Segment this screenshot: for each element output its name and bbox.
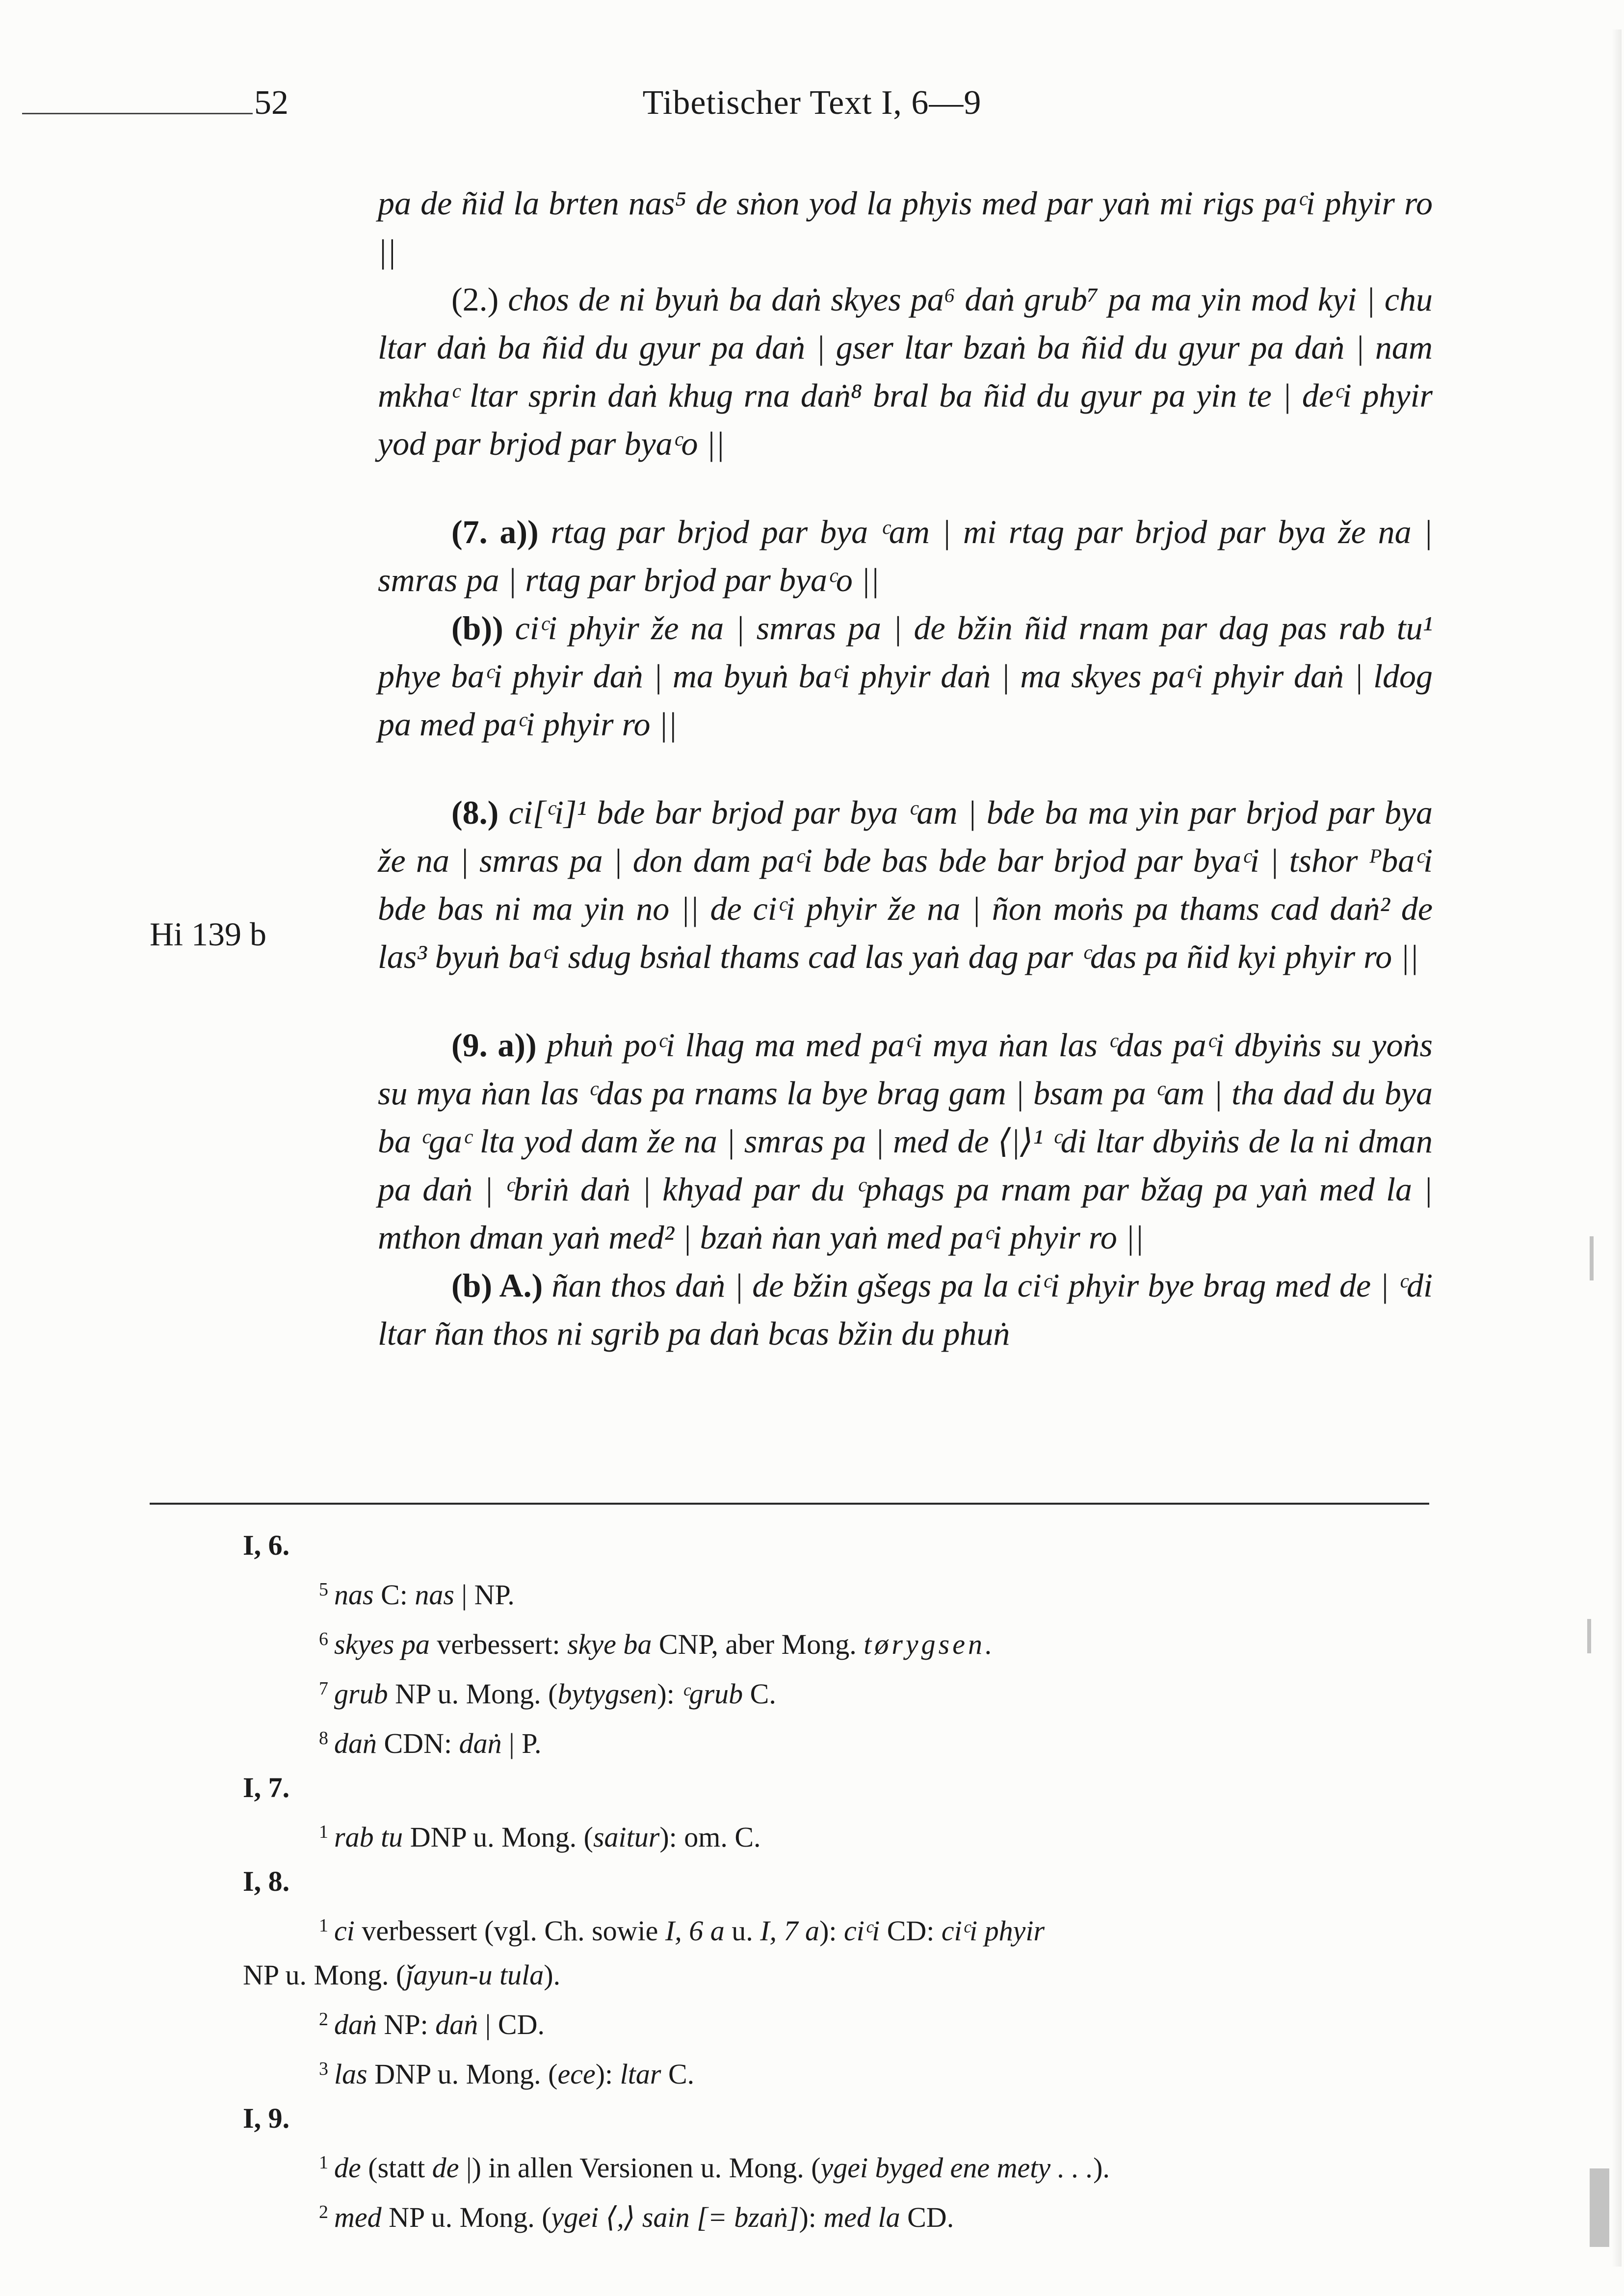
page-number: 52 xyxy=(254,84,288,122)
footnote: $^2$ daṅ NP: daṅ | CD. xyxy=(319,2009,545,2040)
running-header: Tibetischer Text I, 6—9 xyxy=(642,84,982,122)
section-number: (7. a)) xyxy=(451,513,539,550)
footnote: $^6$ skyes pa verbessert: skye ba CNP, aber Mong. tørygsen. xyxy=(319,1628,995,1660)
paragraph-9b xyxy=(378,1261,1433,1357)
paragraph-9a xyxy=(378,1021,1433,1261)
paragraph-text: phuṅ poᶜi lhag ma med paᶜi mya ṅan las ᶜdas paᶜi dbyiṅs su yoṅs su mya ṅan las ᶜdas pa rnams la bye brag gam | bsam pa ᶜam | tha dad du bya ba ᶜgaᶜ lta yod dam že na | smras pa | med de ⟨|⟩¹ ᶜdi ltar dbyiṅs de la ni dman pa daṅ | ᶜbriṅ daṅ | khyad par du ᶜphags pa rnam par bžag pa yaṅ med la | mthon dman yaṅ med² | bzaṅ ṅan yaṅ med paᶜi phyir ro || xyxy=(378,1026,1433,1256)
footnote: $^1$ de (statt de |) in allen Versionen u. Mong. (ygei byged ene mety . . .). xyxy=(319,2152,1110,2184)
footnote-group-heading: I, 9. xyxy=(243,2102,290,2134)
footnotes xyxy=(243,1523,1433,2240)
paragraph-7b xyxy=(378,604,1433,748)
section-number: (b) A.) xyxy=(451,1267,543,1304)
footnote-group-heading: I, 8. xyxy=(243,1865,290,1897)
paragraph-text: ciᶜi phyir že na | smras pa | de bžin ñid rnam par dag pas rab tu¹ phye baᶜi phyir daṅ | ma byuṅ baᶜi phyir daṅ | ma skyes paᶜi phyir daṅ | ldog pa med paᶜi phyir ro || xyxy=(378,609,1433,743)
section-number: (b)) xyxy=(451,609,503,647)
paragraph-text: ci[ᶜi]¹ bde bar brjod par bya ᶜam | bde ba ma yin par brjod par bya že na | smras pa | don dam paᶜi bde bas bde bar brjod par byaᶜi | tshor ᴾbaᶜi bde bas ni ma yin no || de ciᶜi phyir že na | ñon moṅs pa thams cad daṅ² de las³ byuṅ baᶜi sdug bsṅal thams cad las yaṅ dag par ᶜdas pa ñid kyi phyir ro || xyxy=(378,794,1433,975)
footnote: $^7$ grub NP u. Mong. (bytygsen): ᶜgrub C. xyxy=(319,1678,776,1710)
paragraph-2 xyxy=(378,275,1433,468)
footnote: $^5$ nas C: nas | NP. xyxy=(319,1579,515,1611)
paragraph-text: chos de ni byuṅ ba daṅ skyes pa⁶ daṅ grub⁷ pa ma yin mod kyi | chu ltar daṅ ba ñid du gyur pa daṅ | gser ltar bzaṅ ba ñid du gyur pa daṅ | nam mkhaᶜ ltar sprin daṅ khug rna daṅ⁸ bral ba ñid du gyur pa yin te | deᶜi phyir yod par brjod par byaᶜo || xyxy=(378,281,1433,462)
footnote-divider xyxy=(150,1503,1429,1505)
paragraph-text: ñan thos daṅ | de bžin gšegs pa la ciᶜi phyir bye brag med de | ᶜdi ltar ñan thos ni sgrib pa daṅ bcas bžin du phuṅ xyxy=(378,1267,1433,1352)
footnote: $^2$ med NP u. Mong. (ygei ⟨,⟩ sain [= bzaṅ]): med la CD. xyxy=(319,2201,954,2233)
scan-speck xyxy=(1587,1619,1591,1653)
paragraph-7a xyxy=(378,508,1433,604)
footnote-group-heading: I, 7. xyxy=(243,1772,290,1803)
paragraph-text: rtag par brjod par bya ᶜam | mi rtag par brjod par bya že na | smras pa | rtag par brjod par byaᶜo || xyxy=(378,513,1433,599)
footnote: $^8$ daṅ CDN: daṅ | P. xyxy=(319,1727,542,1759)
footnote-continuation: NP u. Mong. (ǰayun-u tula). xyxy=(243,1959,561,1991)
paragraph-8 xyxy=(378,788,1433,981)
footnote: $^1$ rab tu DNP u. Mong. (saitur): om. C. xyxy=(319,1821,761,1853)
margin-note: Hi 139 b xyxy=(150,915,266,953)
footnote: $^3$ las DNP u. Mong. (ece): ltar C. xyxy=(319,2058,695,2090)
footnote: $^1$ ci verbessert (vgl. Ch. sowie I, 6 a u. I, 7 a): ciᶜi CD: ciᶜi phyir xyxy=(319,1915,1045,1947)
scan-edge-shadow xyxy=(1612,29,1622,2267)
section-number: (9. a)) xyxy=(451,1026,537,1064)
section-number: (8.) xyxy=(451,794,499,831)
scan-speck xyxy=(1590,1236,1594,1280)
footnote-group-heading: I, 6. xyxy=(243,1529,290,1561)
paragraph-1: pa de ñid la brten nas⁵ de sṅon yod la phyis med par yaṅ mi rigs paᶜi phyir ro || xyxy=(378,184,1433,270)
main-text xyxy=(378,179,1433,1357)
section-number: (2.) xyxy=(451,281,499,318)
scan-speck xyxy=(1590,2168,1609,2247)
